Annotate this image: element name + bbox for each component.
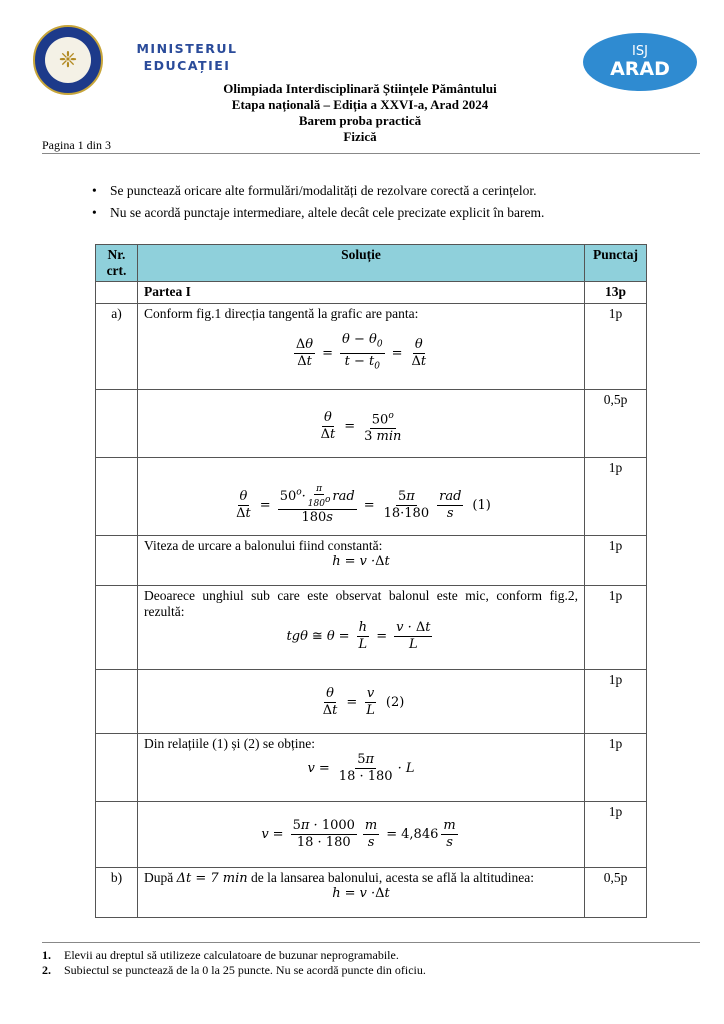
footnote-text: Subiectul se punctează de la 0 la 25 puncte. Nu se acordă puncte din oficiu. (64, 963, 426, 977)
title-line-2: Etapa națională – Ediția a XXVI-a, Arad 2024 (231, 97, 489, 112)
solution-cell (138, 390, 585, 458)
row-number (96, 458, 138, 536)
solution-cell (138, 536, 585, 586)
equation-1: $\frac{\theta}{\Delta t}$ = $50^o\cdot$ $\frac{\pi}{180^o}$ rad 180s = $\frac{5\pi}{18\cdot 180}$ $\frac{\text{rad}}{s}$ (1) (236, 484, 491, 525)
government-logo (33, 25, 103, 95)
table-row (96, 868, 647, 918)
footnote (42, 963, 702, 978)
table-row (96, 670, 647, 734)
row-number: a) (96, 304, 138, 390)
header-divider (42, 153, 700, 154)
solution-cell (138, 734, 585, 802)
title-line-3: Barem proba practică (298, 113, 422, 128)
row-number (96, 390, 138, 458)
header-nr: Nr. crt. (96, 245, 138, 282)
scoring-table (95, 244, 647, 918)
solution-cell (138, 868, 585, 918)
instruction-item: • Nu se acordă punctaje intermediare, altele decât cele precizate explicit în barem. (92, 202, 692, 224)
instructions-list (92, 180, 692, 224)
table-row (96, 458, 647, 536)
equation-tangent: tgθ ≅ θ = $\frac{h}{L}$ = $\frac{v \cdot \Delta t}{L}$ (286, 620, 431, 652)
solution-cell (138, 304, 585, 390)
part-label: Partea I (138, 282, 585, 304)
equation-slope: $\frac{\Delta\theta}{\Delta t}$ = $\frac{\theta - \theta_0}{t - t_0}$ = $\frac{\theta}{\Delta t}$ (295, 332, 427, 372)
footnote-number: 2. (42, 963, 51, 977)
footnote-text: Elevii au dreptul să utilizeze calculatoare de buzunar neprogramabile. (64, 948, 399, 962)
row-points: 1p (585, 734, 647, 802)
row-points: 1p (585, 586, 647, 670)
solution-cell (138, 458, 585, 536)
text-before: După (144, 870, 174, 885)
isj-arad-logo (583, 33, 697, 91)
footnotes (42, 948, 702, 978)
equation-height: h = v · Δ t (332, 554, 390, 569)
time-interval: Δt = 7 min (176, 871, 248, 886)
ministry-name (132, 40, 242, 74)
header-solution: Soluție (138, 245, 585, 282)
solution-cell (138, 670, 585, 734)
row-points: 1p (585, 536, 647, 586)
equation-velocity: v = $\frac{5\pi}{18 \cdot 180}$ · L (307, 752, 415, 784)
table-row (96, 390, 647, 458)
solution-text (144, 870, 578, 886)
table-row (96, 304, 647, 390)
table-row (96, 802, 647, 868)
row-points: 0,5p (585, 868, 647, 918)
ministry-line-1: MINISTERUL (136, 41, 238, 56)
equation-2: $\frac{\theta}{\Delta t}$ = $\frac{v}{L}$ (2) (322, 686, 405, 718)
solution-cell (138, 802, 585, 868)
header-points: Punctaj (585, 245, 647, 282)
solution-text: Viteza de urcare a balonului fiind constantă: (144, 538, 383, 553)
row-number (96, 734, 138, 802)
row-number (96, 670, 138, 734)
equation-label-2: (2) (385, 695, 405, 710)
equation-ratio: $\frac{\theta}{\Delta t}$ = $\frac{50^o}{3 \min}$ (144, 408, 578, 445)
title-line-4: Fizică (343, 129, 377, 144)
table-row (96, 734, 647, 802)
eagle-icon: ❈ (45, 37, 91, 83)
solution-text: Conform fig.1 direcția tangentă la grafic are panta: (144, 306, 419, 321)
solution-text: Deoarece unghiul sub care este observat balonul este mic, conform fig.2, rezultă: (144, 588, 578, 619)
row-number: b) (96, 868, 138, 918)
row-points: 0,5p (585, 390, 647, 458)
ministry-line-2: EDUCAȚIEI (143, 58, 231, 73)
equation-label-1: (1) (472, 497, 491, 513)
equation-altitude: h = v · Δ t (332, 886, 390, 901)
isj-logo-line-1: ISJ (632, 44, 648, 59)
table-row (96, 586, 647, 670)
page-number: Pagina 1 din 3 (42, 138, 111, 152)
footnote (42, 948, 702, 963)
text-after: de la lansarea balonului, acesta se află la altitudinea: (251, 870, 535, 885)
row-number (96, 586, 138, 670)
row-points: 1p (585, 304, 647, 390)
row-points: 1p (585, 802, 647, 868)
footnote-number: 1. (42, 948, 51, 962)
solution-cell (138, 586, 585, 670)
velocity-result: 4,846 (401, 827, 439, 842)
isj-logo-line-2: ARAD (610, 58, 670, 80)
solution-text: Din relațiile (1) și (2) se obține: (144, 736, 315, 751)
part-points: 13p (585, 282, 647, 304)
title-line-1: Olimpiada Interdisciplinară Științele Pământului (223, 81, 497, 96)
footer-divider (42, 942, 700, 943)
row-points: 1p (585, 458, 647, 536)
row-number (96, 802, 138, 868)
row-points: 1p (585, 670, 647, 734)
equation-result: v = $\frac{5\pi \cdot 1000}{18 \cdot 180}$ $\frac{m}{s}$ = 4,846 $\frac{m}{s}$ (261, 818, 456, 850)
table-cell (96, 282, 138, 304)
document-title (160, 81, 560, 145)
table-row (96, 536, 647, 586)
instruction-item: • Se punctează oricare alte formulări/modalități de rezolvare corectă a cerințelor. (92, 180, 692, 202)
row-number (96, 536, 138, 586)
